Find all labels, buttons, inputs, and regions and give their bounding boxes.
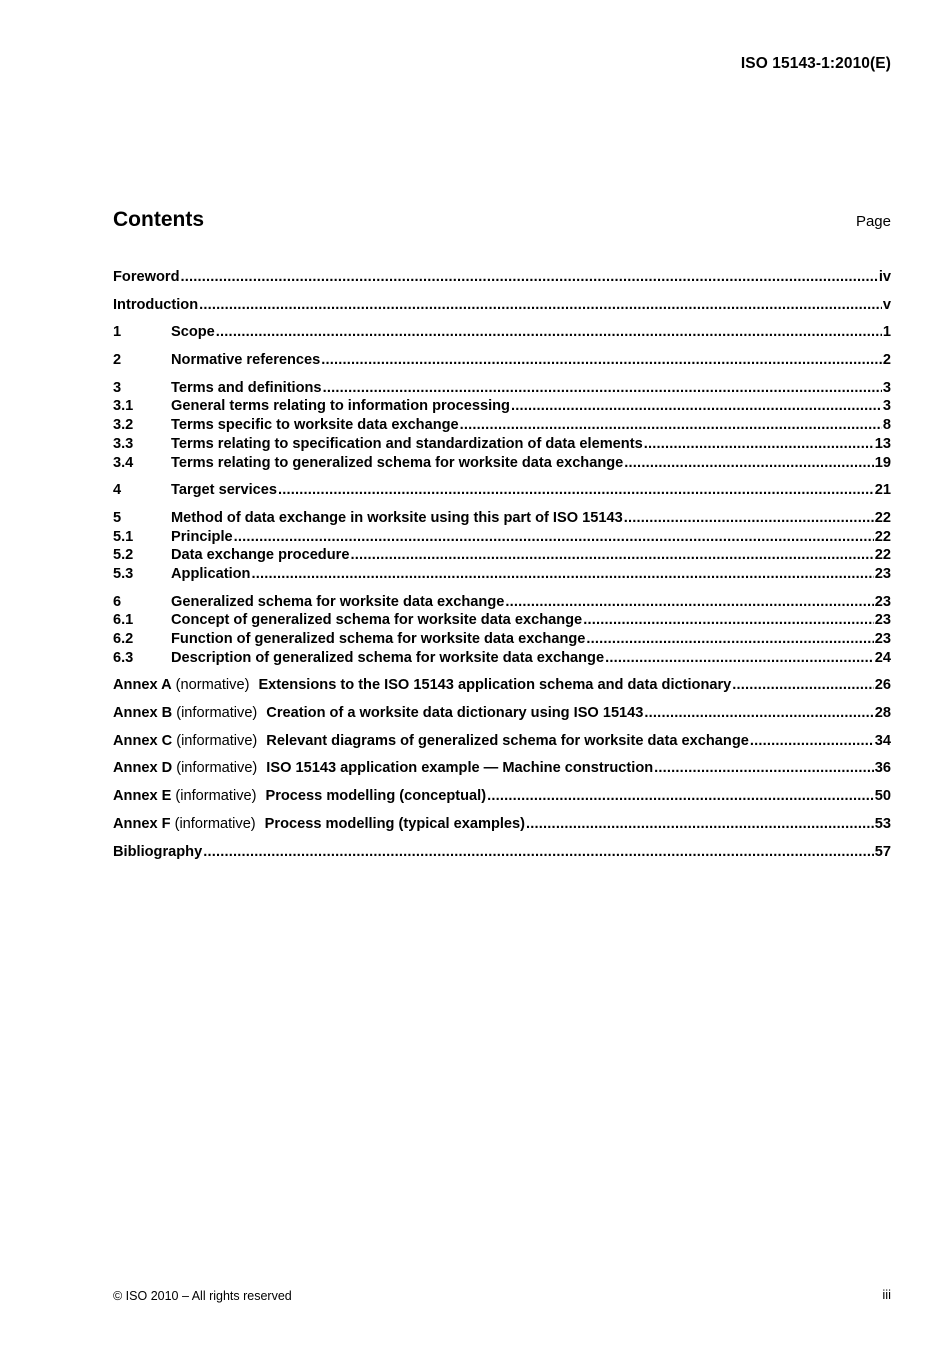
toc-page: iv xyxy=(878,269,891,285)
contents-header xyxy=(113,208,891,232)
toc-number: 6.1 xyxy=(113,612,134,629)
toc-number: 6.2 xyxy=(113,631,134,647)
dot-leader xyxy=(505,594,873,610)
toc-group xyxy=(113,760,891,779)
toc-page: 53 xyxy=(874,815,891,832)
toc-group xyxy=(113,733,891,752)
toc-number: 5.1 xyxy=(113,528,134,545)
toc-entry[interactable] xyxy=(113,510,891,529)
annex-label: Annex A xyxy=(113,677,172,694)
toc-group xyxy=(113,269,891,288)
toc-group xyxy=(113,816,891,835)
toc-title: Terms and definitions xyxy=(171,379,322,396)
annex-label: Annex F xyxy=(113,815,171,832)
toc-entry[interactable] xyxy=(113,844,891,863)
toc-number: 3.2 xyxy=(113,417,134,434)
annex-kind: (informative) xyxy=(176,732,258,749)
toc-title: ISO 15143 application example — Machine construction xyxy=(266,760,654,777)
annex-kind: (normative) xyxy=(175,677,250,694)
toc-title: Creation of a worksite data dictionary using ISO 15143 xyxy=(266,705,644,722)
toc-group xyxy=(113,297,891,316)
copyright-notice: © ISO 2010 – All rights reserved xyxy=(113,1289,292,1303)
toc-title: Scope xyxy=(171,324,215,341)
dot-leader xyxy=(278,482,874,498)
toc-number: 3.3 xyxy=(113,435,134,452)
toc-number: 3 xyxy=(113,379,122,396)
toc-entry[interactable] xyxy=(113,324,891,343)
toc-group xyxy=(113,510,891,585)
toc-title: Introduction xyxy=(113,296,199,313)
toc-page: 3 xyxy=(882,379,891,396)
toc-entry[interactable] xyxy=(113,436,891,455)
toc-entry[interactable] xyxy=(113,352,891,371)
toc-group xyxy=(113,594,891,669)
annex-kind: (informative) xyxy=(176,705,258,722)
dot-leader xyxy=(323,380,882,396)
toc-page: 13 xyxy=(874,435,891,452)
toc-title: Function of generalized schema for worksite data exchange xyxy=(171,631,586,647)
toc-page: 22 xyxy=(874,509,891,526)
toc-number: 6 xyxy=(113,593,122,610)
dot-leader xyxy=(624,455,873,471)
toc-page: 23 xyxy=(874,593,891,610)
toc-number: 5.2 xyxy=(113,547,134,564)
toc-number: 2 xyxy=(113,352,122,369)
toc-entry[interactable] xyxy=(113,269,891,288)
toc-number: 4 xyxy=(113,482,122,499)
toc-page: 8 xyxy=(882,417,891,434)
toc-group xyxy=(113,482,891,501)
dot-leader xyxy=(180,269,877,285)
toc-title: Foreword xyxy=(113,269,180,285)
toc-title: Data exchange procedure xyxy=(171,547,350,564)
toc-entry[interactable] xyxy=(113,650,891,669)
toc-title: Bibliography xyxy=(113,843,203,860)
toc-page: 36 xyxy=(874,760,891,777)
toc-title: Target services xyxy=(171,482,278,499)
toc-page: 22 xyxy=(874,528,891,545)
toc-title: Terms specific to worksite data exchange xyxy=(171,417,459,434)
dot-leader xyxy=(644,436,874,452)
annex-label: Annex B xyxy=(113,705,173,722)
dot-leader xyxy=(460,417,882,433)
page-column-label: Page xyxy=(855,213,891,230)
toc-entry[interactable] xyxy=(113,297,891,316)
annex-kind: (informative) xyxy=(175,788,257,805)
dot-leader xyxy=(216,324,882,340)
toc-group xyxy=(113,324,891,343)
toc-entry[interactable] xyxy=(113,380,891,399)
toc-page: 3 xyxy=(882,398,891,415)
toc-group xyxy=(113,380,891,473)
toc-entry[interactable] xyxy=(113,482,891,501)
toc-page: 24 xyxy=(874,649,891,666)
toc-title: Method of data exchange in worksite using this part of ISO 15143 xyxy=(171,509,623,526)
annex-label: Annex E xyxy=(113,788,172,805)
dot-leader xyxy=(732,677,873,693)
toc-title: General terms relating to information processing xyxy=(171,398,510,415)
annex-label: Annex C xyxy=(113,732,173,749)
toc-entry[interactable] xyxy=(113,594,891,613)
toc-entry[interactable] xyxy=(113,705,891,724)
toc-title: Generalized schema for worksite data exchange xyxy=(171,593,505,610)
toc-title: Terms relating to generalized schema for worksite data exchange xyxy=(171,454,624,471)
dot-leader xyxy=(199,297,882,313)
dot-leader xyxy=(750,733,874,749)
toc-title: Normative references xyxy=(171,352,321,369)
annex-label: Annex D xyxy=(113,760,173,777)
toc-entry[interactable] xyxy=(113,547,891,566)
toc-entry[interactable] xyxy=(113,566,891,585)
dot-leader xyxy=(251,566,873,582)
toc-entry[interactable] xyxy=(113,677,891,696)
toc-entry[interactable] xyxy=(113,788,891,807)
dot-leader xyxy=(321,352,882,368)
toc-page: 1 xyxy=(882,324,891,341)
toc-title: Relevant diagrams of generalized schema for worksite data exchange xyxy=(266,732,749,749)
toc-page: v xyxy=(882,296,891,313)
annex-kind: (informative) xyxy=(174,815,256,832)
toc-title: Description of generalized schema for worksite data exchange xyxy=(171,649,605,666)
toc-group xyxy=(113,352,891,371)
toc-number: 5 xyxy=(113,509,122,526)
toc-number: 1 xyxy=(113,324,122,341)
dot-leader xyxy=(654,760,874,776)
toc-entry[interactable] xyxy=(113,733,891,752)
toc-page: 23 xyxy=(874,565,891,582)
toc-title: Concept of generalized schema for worksite data exchange xyxy=(171,612,583,629)
toc-entry[interactable] xyxy=(113,398,891,417)
toc-title: Principle xyxy=(171,528,233,545)
dot-leader xyxy=(624,510,874,526)
toc-page: 57 xyxy=(874,843,891,860)
toc-page: 19 xyxy=(874,454,891,471)
toc-number: 5.3 xyxy=(113,565,134,582)
dot-leader xyxy=(203,844,874,860)
toc-title: Extensions to the ISO 15143 application schema and data dictionary xyxy=(258,677,732,694)
table-of-contents xyxy=(113,269,891,871)
toc-title: Process modelling (typical examples) xyxy=(264,815,526,832)
toc-title: Application xyxy=(171,565,251,582)
dot-leader xyxy=(234,529,874,545)
dot-leader xyxy=(583,612,874,628)
toc-entry[interactable] xyxy=(113,760,891,779)
contents-title: Contents xyxy=(113,208,204,231)
toc-page: 22 xyxy=(874,547,891,564)
toc-page: 34 xyxy=(874,732,891,749)
toc-entry[interactable] xyxy=(113,816,891,835)
toc-page: 28 xyxy=(874,705,891,722)
toc-page: 2 xyxy=(882,352,891,369)
dot-leader xyxy=(586,631,873,647)
toc-title: Terms relating to specification and standardization of data elements xyxy=(171,435,643,452)
toc-number: 3.4 xyxy=(113,454,134,471)
dot-leader xyxy=(644,705,873,721)
toc-entry[interactable] xyxy=(113,631,891,650)
toc-page: 21 xyxy=(874,482,891,499)
toc-group xyxy=(113,705,891,724)
page-number: iii xyxy=(882,1287,891,1302)
dot-leader xyxy=(487,788,874,804)
toc-entry[interactable] xyxy=(113,417,891,436)
toc-number: 6.3 xyxy=(113,649,134,666)
toc-entry[interactable] xyxy=(113,529,891,548)
toc-number: 3.1 xyxy=(113,398,134,415)
toc-group xyxy=(113,844,891,863)
dot-leader xyxy=(526,816,874,832)
document-id: ISO 15143-1:2010(E) xyxy=(740,55,891,72)
annex-kind: (informative) xyxy=(176,760,258,777)
dot-leader xyxy=(605,650,874,666)
toc-page: 26 xyxy=(874,677,891,694)
toc-page: 50 xyxy=(874,788,891,805)
dot-leader xyxy=(350,547,873,563)
toc-page: 23 xyxy=(874,631,891,647)
toc-group xyxy=(113,677,891,696)
toc-page: 23 xyxy=(874,612,891,629)
toc-title: Process modelling (conceptual) xyxy=(265,788,487,805)
toc-entry[interactable] xyxy=(113,612,891,631)
toc-group xyxy=(113,788,891,807)
dot-leader xyxy=(511,398,882,414)
toc-entry[interactable] xyxy=(113,455,891,474)
